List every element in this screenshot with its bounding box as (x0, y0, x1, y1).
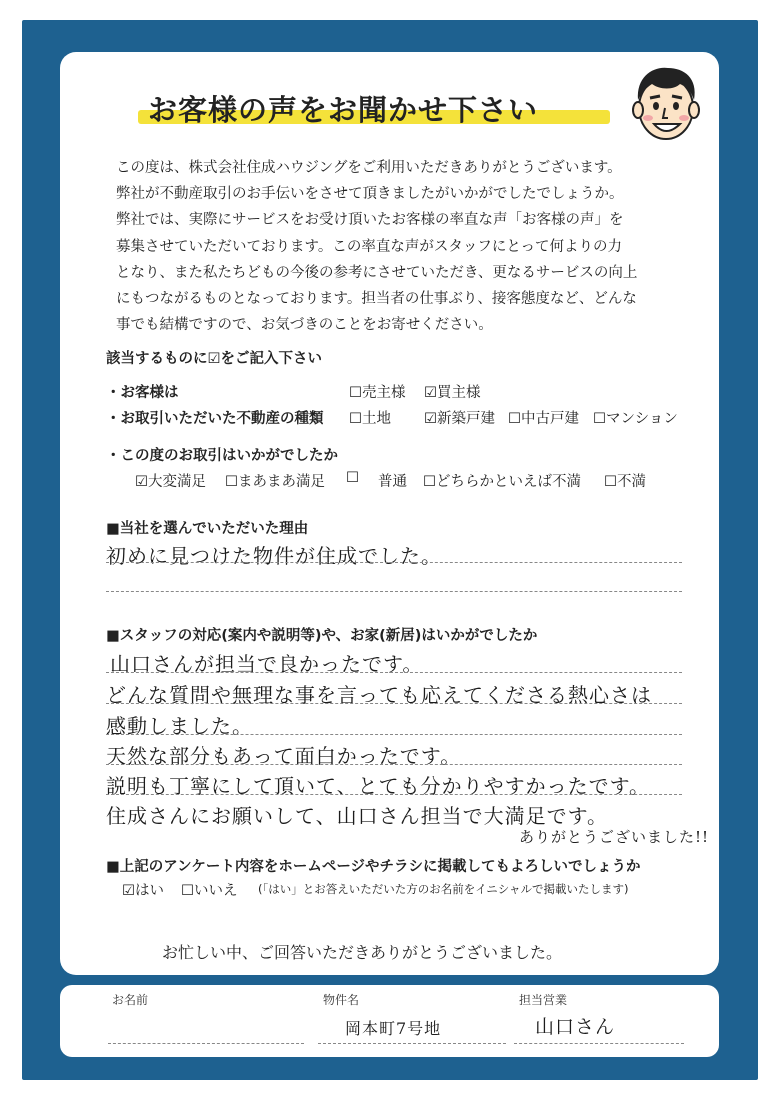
intro-line: 募集させていただいております。この率直な声がスタッフにとって何よりの力 (116, 238, 623, 255)
reason-answer: 初めに見つけた物件が住成でした。 (106, 544, 442, 568)
staff-answer-line: どんな質問や無理な事を言っても応えてくださる熱心さは (106, 683, 652, 707)
staff-answer-line: 説明も丁寧にして頂いて、とても分かりやすかったです。 (106, 774, 650, 798)
satisfaction-label: ・この度のお取引はいかがでしたか (106, 448, 338, 464)
property-name-value: 岡本町7号地 (345, 1019, 442, 1038)
intro-line: 弊社が不動産取引のお手伝いをさせて頂きましたがいかがでしたでしょうか。 (116, 186, 624, 203)
option-buyer-checkbox[interactable]: ☑買主様 (424, 385, 481, 401)
mascot-face-icon (624, 62, 708, 146)
intro-line: 事でも結構ですので、お気づきのことをお寄せください。 (116, 317, 493, 334)
option-normal-checkbox[interactable]: ☐ (346, 470, 359, 486)
option-very-satisfied-checkbox[interactable]: ☑大変満足 (135, 474, 206, 490)
page-title: お客様の声をお聞かせ下さい (148, 93, 539, 127)
option-rather-dissatisfied-checkbox[interactable]: ☐どちらかといえば不満 (423, 474, 581, 490)
answer-line (106, 764, 682, 765)
closing-message: お忙しい中、ご回答いただきありがとうございました。 (162, 943, 563, 962)
staff-name-label: 担当営業 (519, 993, 568, 1007)
option-used-house-checkbox[interactable]: ☐中古戸建 (508, 411, 579, 427)
intro-text (116, 155, 696, 338)
staff-heading: ■スタッフの対応(案内や説明等)や、お家(新居)はいかがでしたか (106, 628, 538, 644)
publish-note: (「はい」とお答えいただいた方のお名前をイニシャルで掲載いたします) (258, 882, 629, 896)
option-dissatisfied-checkbox[interactable]: ☐不満 (604, 474, 646, 490)
staff-answer-line: 天然な部分もあって面白かったです。 (106, 744, 462, 768)
answer-line (106, 734, 682, 735)
staff-thanks: ありがとうございました!! (519, 828, 710, 846)
intro-line: となり、また私たちどもの今後の参考にさせていただき、更なるサービスの向上 (116, 264, 638, 281)
option-somewhat-satisfied-checkbox[interactable]: ☐まあまあ満足 (225, 474, 325, 490)
option-normal-label: 普通 (378, 474, 407, 490)
staff-name-value: 山口さん (535, 1016, 616, 1038)
answer-line (106, 562, 682, 563)
intro-line: 弊社では、実際にサービスをお受け頂いたお客様の率直な声「お客様の声」を (116, 212, 624, 229)
staff-line (514, 1043, 684, 1044)
publish-yes-checkbox[interactable]: ☑はい (122, 883, 164, 899)
intro-line: この度は、株式会社住成ハウジングをご利用いただきありがとうございます。 (116, 160, 622, 176)
answer-line (106, 794, 682, 795)
reason-heading: ■当社を選んでいただいた理由 (106, 521, 309, 537)
name-label: お名前 (112, 993, 149, 1007)
answer-line (106, 672, 682, 673)
option-land-checkbox[interactable]: ☐土地 (349, 411, 391, 427)
option-seller-checkbox[interactable]: ☐売主様 (349, 385, 406, 401)
answer-line (106, 703, 682, 704)
customer-type-label: ・お客様は (106, 385, 179, 401)
publish-heading: ■上記のアンケート内容をホームページやチラシに掲載してもよろしいでしょうか (106, 859, 641, 875)
property-line (318, 1043, 506, 1044)
option-mansion-checkbox[interactable]: ☐マンション (593, 411, 678, 427)
option-new-house-checkbox[interactable]: ☑新築戸建 (424, 411, 495, 427)
property-name-label: 物件名 (323, 993, 360, 1007)
publish-no-checkbox[interactable]: ☐いいえ (181, 883, 238, 899)
staff-answer-line: 山口さんが担当で良かったです。 (110, 652, 424, 676)
intro-line: にもつながるものとなっております。担当者の仕事ぶり、接客態度など、どんな (116, 291, 637, 308)
property-type-label: ・お取引いただいた不動産の種類 (106, 411, 324, 427)
staff-answer-line: 住成さんにお願いして、山口さん担当で大満足です。 (106, 804, 608, 828)
staff-answer-line: 感動しました。 (106, 714, 253, 738)
answer-line (106, 591, 682, 592)
name-line (108, 1043, 304, 1044)
check-instruction: 該当するものに☑をご記入下さい (106, 351, 322, 367)
